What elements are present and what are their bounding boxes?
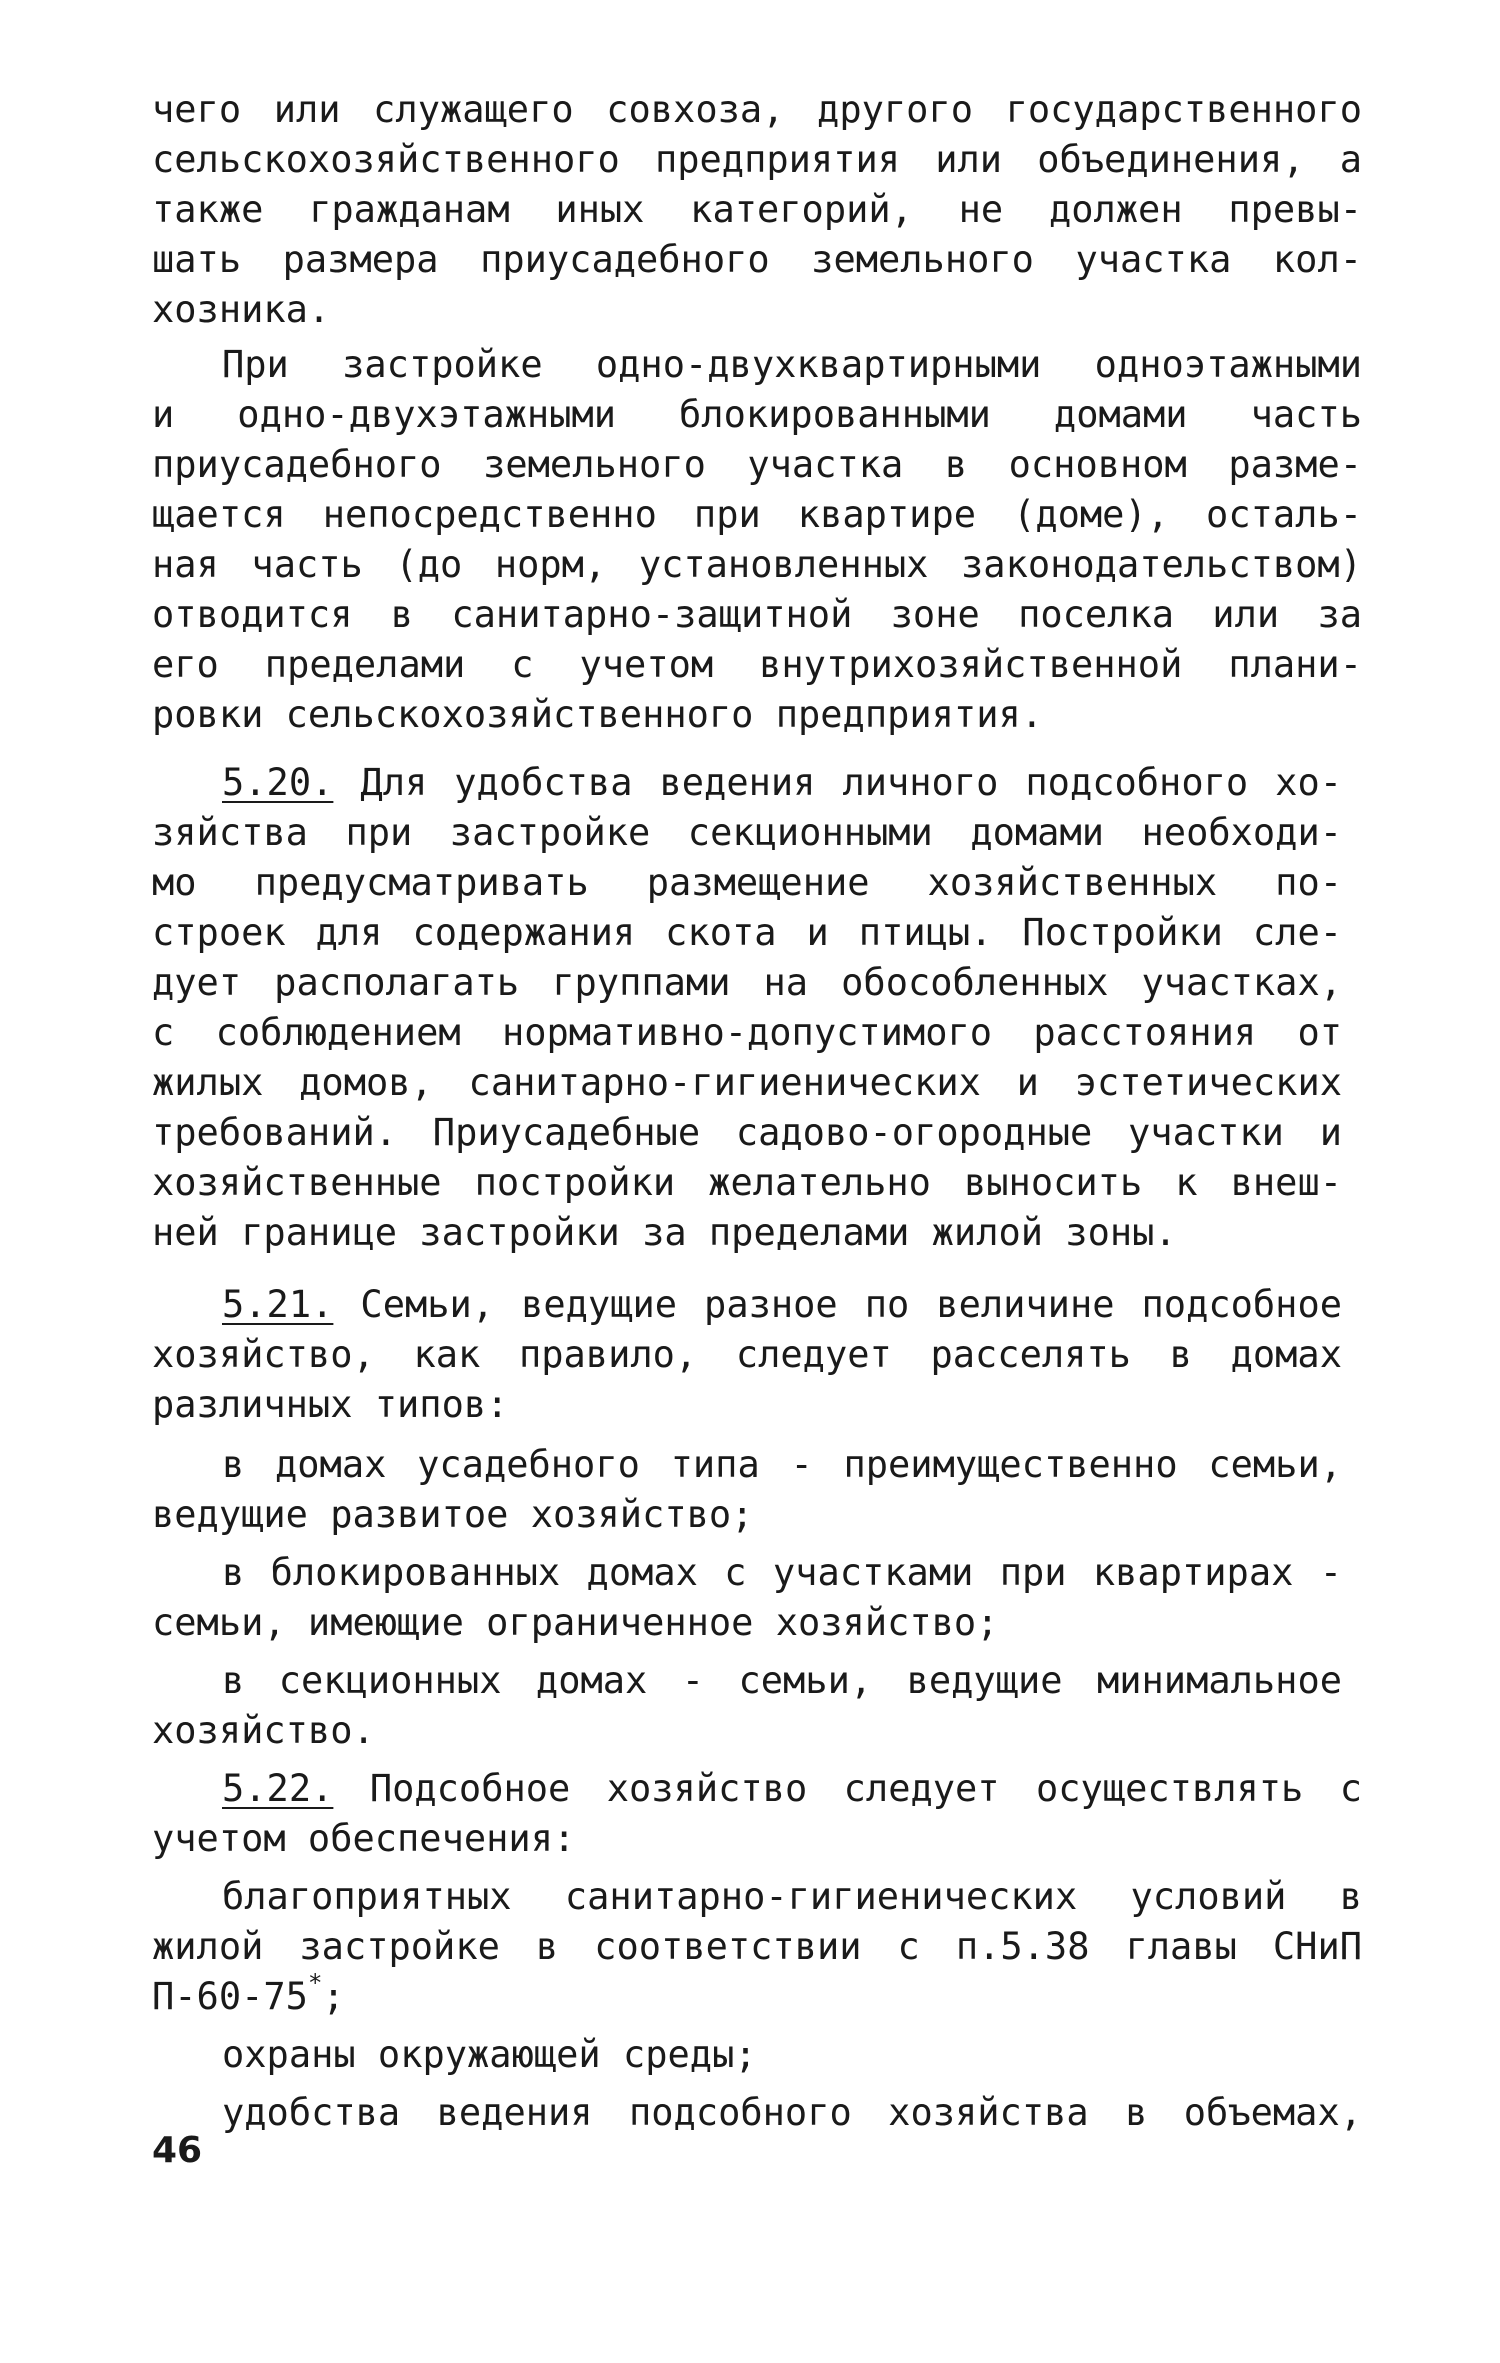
- text-line: хозяйство.: [152, 1709, 375, 1752]
- text-line: щается непосредственно при квартире (доме), осталь-: [152, 493, 1362, 536]
- text-line: чего или служащего совхоза, другого государственного: [152, 88, 1362, 131]
- text-line: хозяйство, как правило, следует расселять в домах: [152, 1333, 1342, 1376]
- superscript-asterisk: *: [307, 1969, 323, 1997]
- text-line: дует располагать группами на обособленных участках,: [152, 961, 1342, 1004]
- list-item-line: удобства ведения подсобного хозяйства в объемах,: [222, 2091, 1362, 2134]
- text-line: учетом обеспечения:: [152, 1817, 576, 1860]
- text-line: различных типов:: [152, 1383, 509, 1426]
- text-line: сельскохозяйственного предприятия или объединения, а: [152, 138, 1362, 181]
- text-line: зяйства при застройке секционными домами необходи-: [152, 811, 1342, 854]
- list-item-line: в домах усадебного типа - преимущественно семьи,: [222, 1443, 1342, 1486]
- text-line: строек для содержания скота и птицы. Постройки сле-: [152, 911, 1342, 954]
- list-item-line: благоприятных санитарно-гигиенических условий в: [222, 1875, 1362, 1918]
- text-line: и одно-двухэтажными блокированными домами часть: [152, 393, 1362, 436]
- text-span: Для удобства ведения личного подсобного хо-: [360, 761, 1342, 804]
- text-line: ведущие развитое хозяйство;: [152, 1493, 754, 1536]
- text-line: ней границе застройки за пределами жилой зоны.: [152, 1211, 1177, 1254]
- text-span: Семьи, ведущие разное по величине подсобное: [360, 1283, 1342, 1326]
- text-line: шать размера приусадебного земельного участка кол-: [152, 238, 1362, 281]
- text-line: семьи, имеющие ограниченное хозяйство;: [152, 1601, 999, 1644]
- text-line: [152, 1969, 1362, 2022]
- text-line: мо предусматривать размещение хозяйственных по-: [152, 861, 1342, 904]
- text-line: отводится в санитарно-защитной зоне поселка или за: [152, 593, 1362, 636]
- text-line: требований. Приусадебные садово-огородные участки и: [152, 1111, 1342, 1154]
- text-line: хозяйственные постройки желательно выносить к внеш-: [152, 1161, 1342, 1204]
- text-line: хозника.: [152, 288, 331, 331]
- text-line: с соблюдением нормативно-допустимого расстояния от: [152, 1011, 1342, 1054]
- text-span: ;: [322, 1975, 345, 2018]
- text-span: Подсобное хозяйство следует осуществлять с: [369, 1767, 1363, 1810]
- text-line: жилых домов, санитарно-гигиенических и эстетических: [152, 1061, 1342, 1104]
- text-line: ная часть (до норм, установленных законодательством): [152, 543, 1362, 586]
- text-line: также гражданам иных категорий, не должен превы-: [152, 188, 1362, 231]
- section-number: 5.21.: [222, 1283, 334, 1326]
- section-5-22-first-line: [222, 1764, 1362, 1814]
- paragraph-first-line: При застройке одно-двухквартирными одноэтажными: [222, 343, 1362, 386]
- text-span: П-60-75: [152, 1975, 308, 2018]
- section-5-20-first-line: [222, 758, 1342, 808]
- text-line: ровки сельскохозяйственного предприятия.: [152, 693, 1044, 736]
- text-line: жилой застройке в соответствии с п.5.38 главы СНиП: [152, 1925, 1362, 1968]
- section-number: 5.20.: [222, 761, 334, 804]
- page-number: 46: [152, 2130, 203, 2171]
- text-line: приусадебного земельного участка в основном разме-: [152, 443, 1362, 486]
- list-item-line: в блокированных домах с участками при квартирах -: [222, 1551, 1342, 1594]
- section-number: 5.22.: [222, 1767, 334, 1810]
- list-item-line: охраны окружающей среды;: [222, 2033, 757, 2076]
- list-item-line: в секционных домах - семьи, ведущие минимальное: [222, 1659, 1342, 1702]
- section-5-21-first-line: [222, 1280, 1342, 1330]
- text-line: его пределами с учетом внутрихозяйственной плани-: [152, 643, 1362, 686]
